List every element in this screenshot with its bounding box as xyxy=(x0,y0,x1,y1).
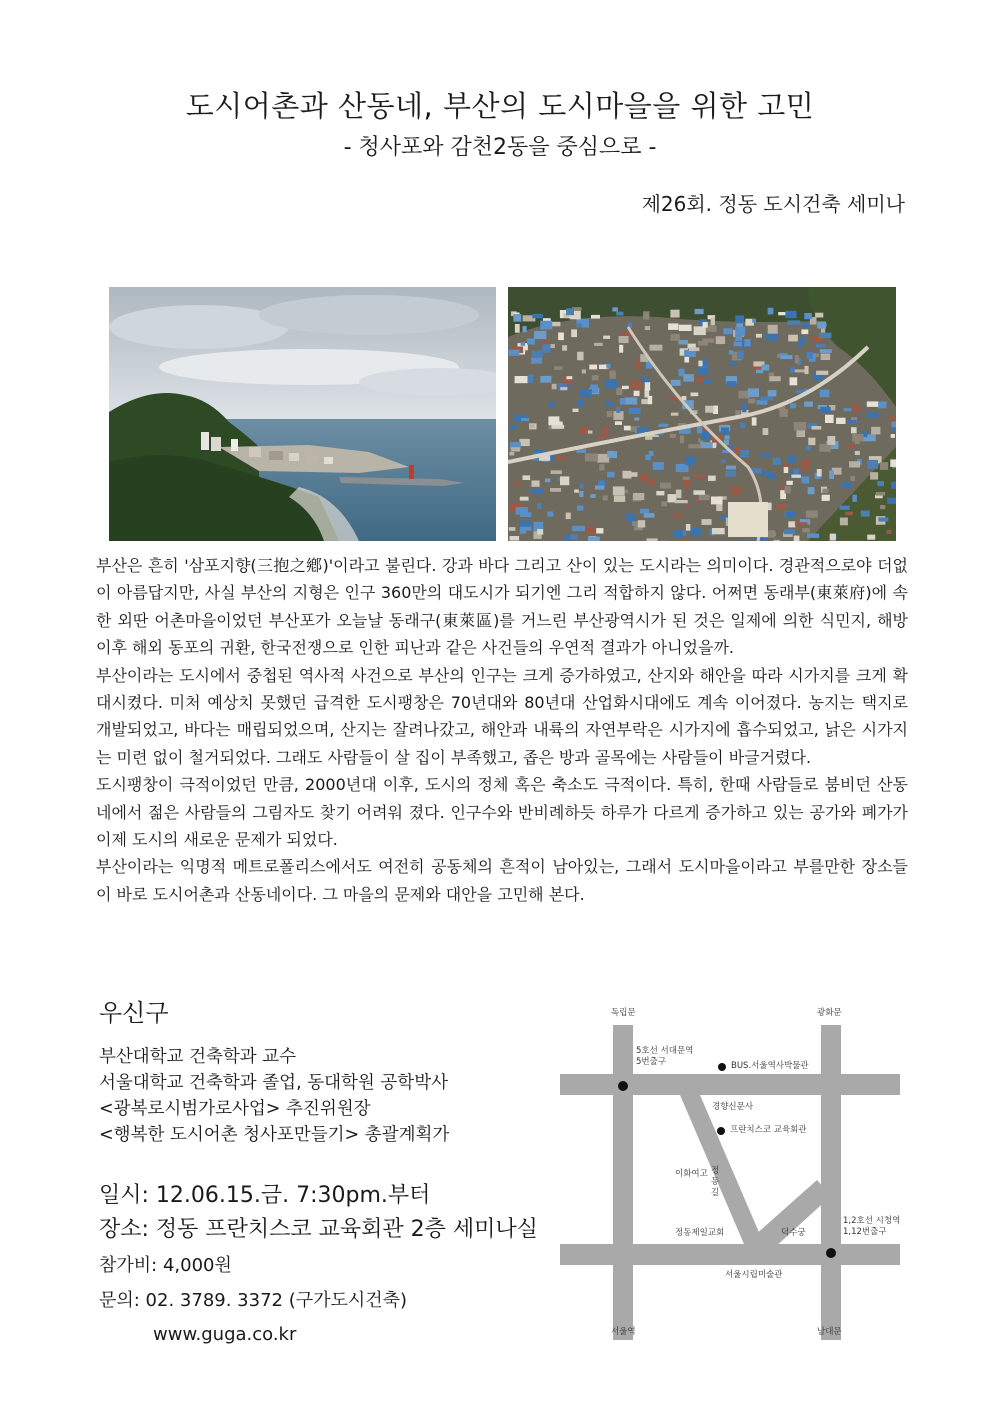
map-label-cityhall-line2: 1,12번출구 xyxy=(843,1227,887,1237)
map-label-francisco: 프란치스코 교육회관 xyxy=(730,1125,807,1135)
bus-stop-marker xyxy=(718,1063,726,1071)
seminar-series: 제26회. 정동 도시건축 세미나 xyxy=(641,192,905,216)
map-label-jeongdonggil: 정동길 xyxy=(711,1166,720,1199)
page-subtitle: - 청사포와 감천2동을 중심으로 - xyxy=(343,135,657,160)
speaker-bio-line: <광복로시범가로사업> 추진위원장 xyxy=(99,1099,371,1119)
map-label-deoksugung: 덕수궁 xyxy=(781,1228,806,1238)
event-contact: 문의: 02. 3789. 3372 (구가도시건축) xyxy=(99,1290,408,1311)
map-label-station5-line1: 5호선 서대문역 xyxy=(636,1046,694,1056)
map-label-ewha: 이화여고 xyxy=(675,1169,708,1179)
cityhall-station-marker xyxy=(826,1248,836,1258)
map-label-gwanghwamun: 광화문 xyxy=(817,1008,842,1018)
speaker-bio-line: <행복한 도시어촌 청사포만들기> 총괄계획가 xyxy=(99,1125,450,1145)
map-label-station5-line2: 5번출구 xyxy=(636,1057,667,1067)
speaker-bio-line: 부산대학교 건축학과 교수 xyxy=(99,1047,297,1067)
page-title: 도시어촌과 산동네, 부산의 도시마을을 위한 고민 xyxy=(185,89,815,123)
map-label-seoul-station: 서울역 xyxy=(611,1327,636,1337)
event-date: 일시: 12.06.15.금. 7:30pm.부터 xyxy=(99,1183,431,1208)
map-label-kyunghyang: 경향신문사 xyxy=(712,1102,754,1112)
map-label-cityhall-line1: 1,2호선 시청역 xyxy=(843,1216,901,1226)
event-fee: 참가비: 4,000원 xyxy=(99,1255,232,1276)
speaker-bio xyxy=(99,1044,449,1148)
paragraph: 부산은 흔히 '삼포지향(三抱之鄕)'이라고 불린다. 강과 바다 그리고 산이 있는 도시라는 의미이다. 경관적으로야 더없이 아름답지만, 사실 부산의 지형은 인구 360만의 대도시가 되기엔 그리 적합하지 않다. 어쩌면 동래부(東萊府)에 속한 외딴 어촌마을이었던 부산포가 오늘날 동래구(東萊區)를 거느린 부산광역시가 된 것은 일제에 의한 식민지, 해방 이후 해외 동포의 귀환, 한국전쟁으로 인한 피난과 같은 사건들의 우연적 결과가 아니었을까. xyxy=(96,556,908,658)
map-label-namdaemun: 남대문 xyxy=(817,1327,842,1337)
speaker-name: 우신구 xyxy=(99,999,169,1027)
location-map xyxy=(555,1000,900,1350)
map-label-bus: BUS.서울역사박물관 xyxy=(731,1061,809,1071)
venue-marker xyxy=(717,1127,725,1135)
subway-station-marker xyxy=(618,1081,628,1091)
paragraph: 부산이라는 도시에서 중첩된 역사적 사건으로 부산의 인구는 크게 증가하였고, 산지와 해안을 따라 시가지를 크게 확대시켰다. 미처 예상치 못했던 급격한 도시팽창은 70년대와 80년대 산업화시대에도 계속 이어졌다. 농지는 택지로 개발되었고, 바다는 매립되었으며, 산지는 잘려나갔고, 해안과 내륙의 자연부락은 시가지에 흡수되었고, 낡은 시가지는 미련 없이 철거되었다. 그래도 사람들이 살 집이 부족했고, 좁은 방과 골목에는 사람들이 바글거렸다. xyxy=(96,665,908,767)
speaker-bio-line: 서울대학교 건축학과 졸업, 동대학원 공학박사 xyxy=(99,1073,449,1093)
map-label-jeongdong-church: 정동제일교회 xyxy=(675,1228,725,1238)
website-link[interactable]: www.guga.co.kr xyxy=(153,1324,297,1345)
article-body xyxy=(96,552,908,908)
paragraph: 도시팽창이 극적이었던 만큼, 2000년대 이후, 도시의 정체 혹은 축소도 극적이다. 특히, 한때 사람들로 붐비던 산동네에서 젊은 사람들의 그림자도 찾기 어려워 졌다. 인구수와 반비례하듯 하루가 다르게 증가하고 있는 공가와 폐가가 이제 도시의 새로운 문제가 되었다. xyxy=(96,775,908,850)
paragraph: 부산이라는 익명적 메트로폴리스에서도 여전히 공동체의 흔적이 남아있는, 그래서 도시마을이라고 부를만한 장소들이 바로 도시어촌과 산동네이다. 그 마을의 문제와 대안을 고민해 본다. xyxy=(96,857,908,904)
event-place: 장소: 정동 프란치스코 교육회관 2층 세미나실 xyxy=(99,1217,538,1242)
map-label-seoul-museum: 서울시립미술관 xyxy=(725,1270,783,1280)
hillside-village-photo xyxy=(508,287,896,541)
map-label-dongnimmun: 독립문 xyxy=(611,1008,636,1018)
map-roads xyxy=(560,1025,900,1340)
coastal-village-photo xyxy=(109,287,496,541)
